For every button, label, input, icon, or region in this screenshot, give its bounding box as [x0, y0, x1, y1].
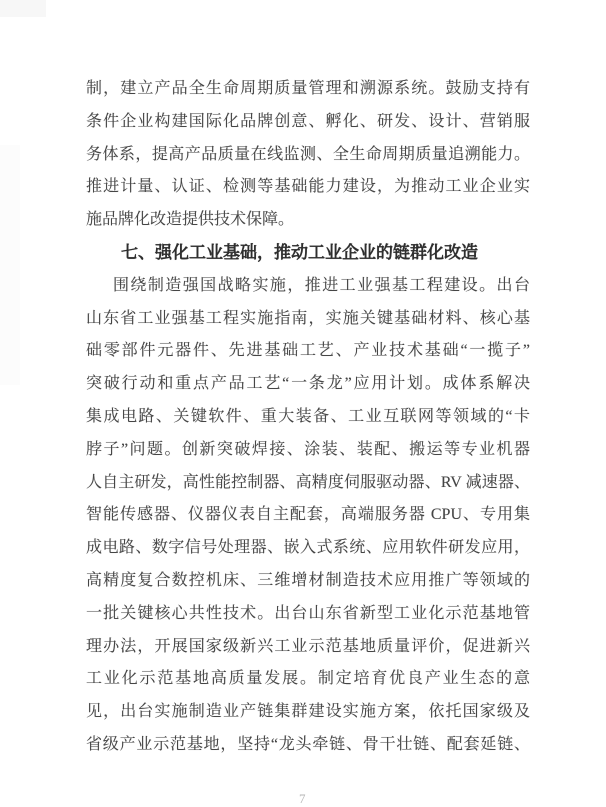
page-number: 7 — [299, 791, 306, 806]
paragraph2-line-7: 人自主研发，高性能控制器、高精度伺服驱动器、RV 减速器、 — [86, 473, 530, 491]
paragraph1-line-5: 施品牌化改造提供技术保障。 — [86, 211, 295, 229]
paragraph1-line-2: 条件企业构建国际化品牌创意、孵化、研发、设计、营销服 — [86, 112, 530, 130]
scan-artifact-left-edge — [0, 145, 20, 385]
paragraph2-line-15: 省级产业示范基地，坚持“龙头牵链、骨干壮链、配套延链、 — [86, 735, 530, 753]
paragraph2-line-11: 一批关键核心共性技术。出台山东省新型工业化示范基地管 — [86, 604, 530, 622]
section-heading: 七、强化工业基础，推动工业企业的链群化改造 — [121, 242, 478, 262]
paragraph2-line-2: 山东省工业强基工程实施指南，实施关键基础材料、核心基 — [86, 309, 530, 327]
paragraph2-line-12: 理办法，开展国家级新兴工业示范基地质量评价，促进新兴 — [86, 637, 530, 655]
paragraph1-line-1: 制，建立产品全生命周期质量管理和溯源系统。鼓励支持有 — [86, 80, 530, 97]
paragraph2-line-10: 高精度复合数控机床、三维增材制造技术应用推广等领域的 — [86, 571, 530, 589]
paragraph2-line-8: 智能传感器、仪器仪表自主配套，高端服务器 CPU、专用集 — [86, 506, 530, 524]
paragraph2-line-4: 突破行动和重点产品工艺“一条龙”应用计划。成体系解决 — [86, 375, 530, 393]
paragraph2-line-13: 工业化示范基地高质量发展。制定培育优良产业生态的意 — [86, 670, 530, 688]
paragraph2-line-5: 集成电路、关键软件、重大装备、工业互联网等领域的“卡 — [86, 407, 530, 425]
paragraph2-line-1: 围绕制造强国战略实施，推进工业强基工程建设。出台 — [113, 276, 530, 294]
paragraph1-line-3: 务体系，提高产品质量在线监测、全生命周期质量追溯能力。 — [86, 145, 530, 163]
scan-artifact-top-left — [0, 0, 46, 17]
paragraph2-line-14: 见，出台实施制造业产链集群建设实施方案，依托国家级及 — [86, 703, 530, 721]
paragraph2-line-6: 脖子”问题。创新突破焊接、涂装、装配、搬运等专业机器 — [86, 440, 530, 458]
paragraph2-line-9: 成电路、数字信号处理器、嵌入式系统、应用软件研发应用， — [86, 539, 530, 557]
paragraph1-line-4: 推进计量、认证、检测等基础能力建设，为推动工业企业实 — [86, 178, 530, 196]
document-body — [86, 73, 530, 762]
paragraph2-line-3: 础零部件元器件、先进基础工艺、产业技术基础“一揽子” — [86, 342, 530, 360]
